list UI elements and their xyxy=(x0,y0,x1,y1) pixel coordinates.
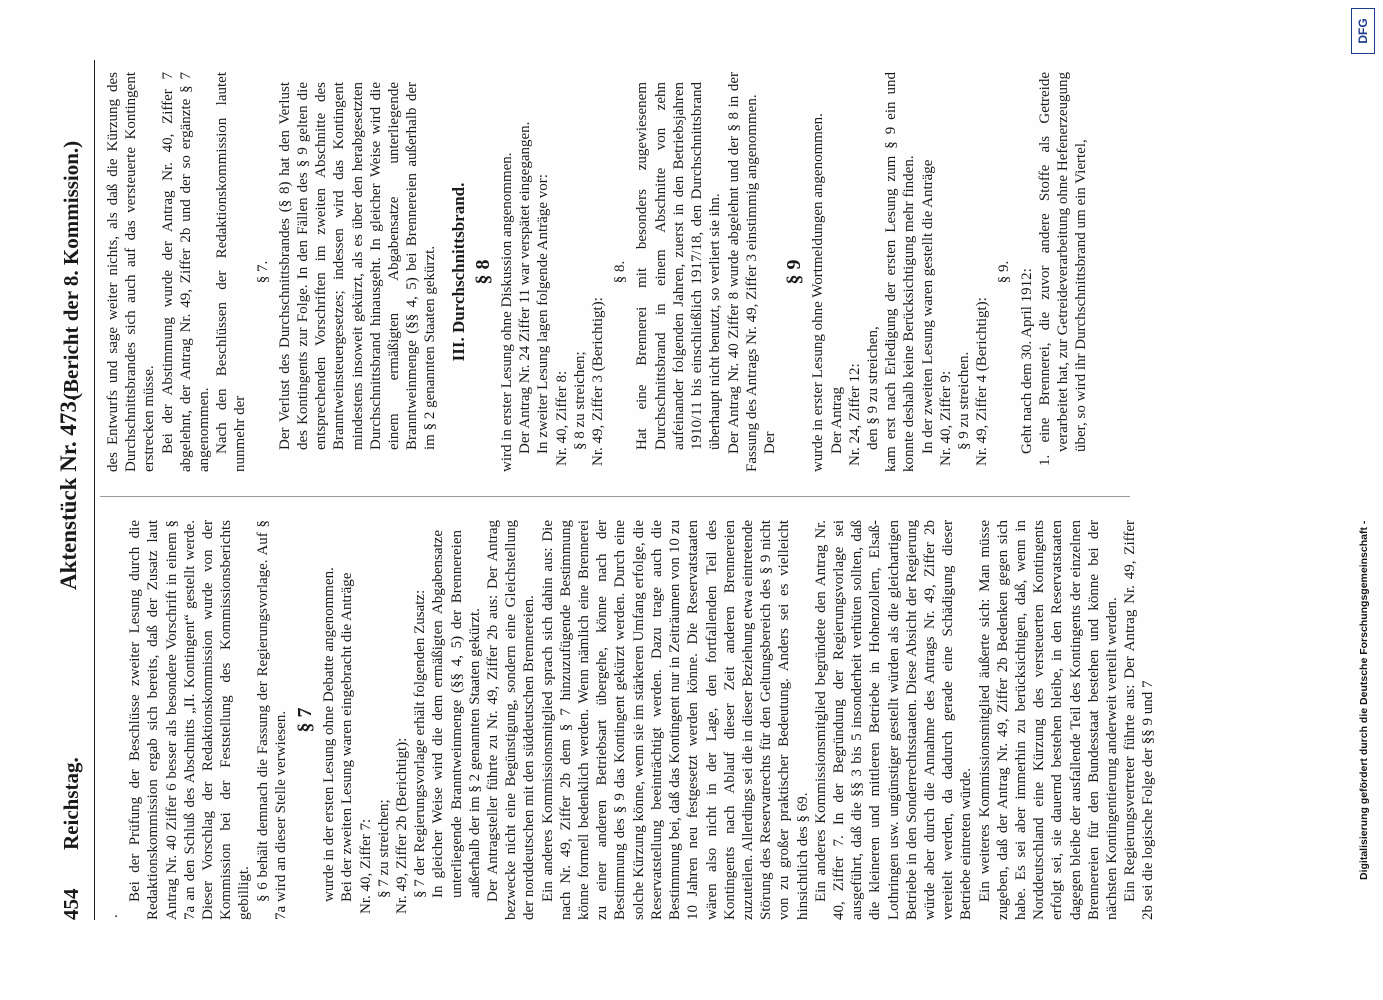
digitization-credit-strip xyxy=(1342,0,1383,1000)
section-heading: § 7 xyxy=(294,707,317,733)
paragraph: Bei der zweiten Lesung waren eingebracht die Anträge xyxy=(339,572,356,902)
paragraph: wurde in erster Lesung ohne Wortmeldungen angenommen. xyxy=(810,113,827,472)
header-title: Aktenstück Nr. 473. xyxy=(56,395,81,590)
digitization-credit-text: Digitalisierung gefördert durch die Deutsche Forschungsgemeinschaft - xyxy=(1358,520,1370,880)
paragraph: Nach den Beschlüssen der Redaktionskommission lautet nunmehr der xyxy=(214,72,249,472)
quoted-text: Der Verlust des Durchschnittsbrandes (§ 8) hat den Verlust des Kontingents zur Folge. In den Fällen des § 9 gelten die entsprechenden Vorschriften im zweiten Abschnitte des Branntweinsteuergesetzes; indessen wird das Kontingent mindestens insoweit gekürzt, als es über den herabgesetzten Durchschnittsbrand hinausgeht. In gleicher Weise wird die einem ermäßigten Abgabensatze unterliegende Branntweinmenge (§§ 4, 5) bei Brennereien außerhalb der im § 2 genannten Staaten gekürzt. xyxy=(276,82,439,450)
motion-reference: Nr. 24, Ziffer 12: xyxy=(846,363,863,466)
dfg-logo-text: DFG xyxy=(1356,18,1370,44)
header-right: (Bericht der 8. Kommission.) xyxy=(59,140,83,400)
section-number: § 7. xyxy=(254,260,271,284)
paragraph: Der xyxy=(761,431,778,454)
quoted-text: § 8 zu streichen; xyxy=(571,351,588,450)
page-header xyxy=(58,60,95,920)
paragraph: Der Antrag Nr. 40 Ziffer 8 wurde abgelehnt und der § 8 in der Fassung des Antrags Nr. 49, Ziffer 3 einstimmig angenommen. xyxy=(725,72,760,472)
paragraph: In der zweiten Lesung waren gestellt die Anträge xyxy=(919,159,936,454)
motion-reference: Nr. 40, Ziffer 8: xyxy=(553,370,570,466)
motion-reference: Nr. 40, Ziffer 7: xyxy=(357,818,374,914)
page-number: 454 xyxy=(59,888,83,920)
section-heading: § 8 xyxy=(471,259,494,285)
header-left: Reichstag. xyxy=(59,757,83,850)
quoted-text: § 7 der Regierungsvorlage erhält folgenden Zusatz: xyxy=(412,589,429,898)
numbered-item: 1. eine Brennerei, die zuvor andere Stoffe als Getreide verarbeitet hat, zur Getreideverarbeitung ohne Hefenerzeugung über, so wird ihr Durchschnittsbrand um ein Viertel, xyxy=(1036,72,1090,466)
motion-reference: Nr. 49, Ziffer 3 (Berichtigt): xyxy=(590,297,607,466)
paragraph: Der Antrag xyxy=(828,386,845,454)
paragraph: Ein anderes Kommissionsmitglied sprach sich dahin aus: Die nach Nr. 49, Ziffer 2b dem § 7 hinzuzufügende Bestimmung könne formell bedenklich werden. Wenn nämlich eine Brennerei zu einer anderen Betriebsart übergehe, könne nach der Bestimmung des § 9 das Kontingent gekürzt werden. Durch eine solche Kürzung könne, wenn sie im stärkeren Umfang erfolge, die Reservatstellung beeinträchtigt werden. Dazu trage auch die Bestimmung bei, daß das Kontingent nur in Zeiträumen von 10 zu 10 Jahren neu festgesetzt werden könne. Die Reservatstaaten wären also nicht in der Lage, den fortfallenden Teil des Kontingents nach Ablauf dieser Zeit anderen Brennereien zuzuteilen. Allerdings sei die in dieser Beziehung etwa eintretende Störung des Reservatrechts für den Geltungsbereich des § 9 nicht von zu großer praktischer Bedeutung. Anders sei es vielleicht hinsichtlich des § 69. xyxy=(539,520,811,920)
paragraph: Bei der Abstimmung wurde der Antrag Nr. 40, Ziffer 7 abgelehnt, der Antrag Nr. 49, Ziffer 2b und der so ergänzte § 7 angenommen. xyxy=(159,72,213,472)
left-column xyxy=(104,520,1158,920)
motion-reference: Nr. 49, Ziffer 4 (Berichtigt): xyxy=(974,297,991,466)
section-number: § 8. xyxy=(612,260,629,284)
paragraph: § 6 behält demnach die Fassung der Regierungsvorlage. Auf § 7a wird an dieser Stelle verwiesen. xyxy=(254,520,289,920)
section-heading: § 9 xyxy=(783,259,806,285)
paragraph: Ein weiteres Kommissionsmitglied äußerte sich: Man müsse zugeben, daß der Antrag Nr. 49, Ziffer 2b Bedenken gegen sich habe. Es sei aber immerhin zu berücksichtigen, daß, wenn in Norddeutschland eine Kürzung des versteuerten Kontingents erfolgt sei, sie dauernd bestehen bleibe, in den Reservatstaaten dagegen bleibe der ausfallende Teil des Kontingents der einzelnen Brennereien für den Bundesstaat bestehen und könne bei der nächsten Kontingentierung anderweit verteilt werden. xyxy=(976,520,1120,920)
page-mark: . xyxy=(105,914,121,918)
right-column xyxy=(104,72,1090,472)
motion-reference: Nr. 49, Ziffer 2b (Berichtigt): xyxy=(394,737,411,914)
paragraph: Bei der Prüfung der Beschlüsse zweiter Lesung durch die Redaktionskommission ergab sich bereits, daß der Zusatz laut Antrag Nr. 40 Ziffer 6 besser als besondere Vorschrift in einem § 7a an den Schluß des Abschnitts „II. Kontingent“ gestellt werde. Dieser Vorschlag der Redaktionskommission wurde von der Kommission bei der Feststellung des Kommissionsberichts gebilligt. xyxy=(127,520,253,920)
quoted-text: den § 9 zu streichen, xyxy=(864,326,881,450)
quoted-text: § 9 zu streichen. xyxy=(955,351,972,450)
motion-reference: Nr. 40, Ziffer 9: xyxy=(937,370,954,466)
paragraph: Ein anderes Kommissionsmitglied begründete den Antrag Nr. 40, Ziffer 7. In der Begründung der Regierungsvorlage sei ausgeführt, daß die §§ 3 bis 5 insonderheit verhüten sollten, daß die kleineren und mittleren Betriebe in Hohenzollern, Elsaß-Lothringen usw. ungünstiger gestellt würden als die gleichartigen Betriebe in den Sonderrechtsstaaten. Diese Absicht der Regierung würde aber durch die Annahme des Antrags Nr. 49, Ziffer 2b vereitelt werden, da dadurch gerade eine Schädigung dieser Betriebe eintreten würde. xyxy=(812,520,975,920)
paragraph: wurde in der ersten Lesung ohne Debatte angenommen. xyxy=(321,567,338,902)
paragraph: Der Antrag Nr. 24 Ziffer 11 war verspätet eingegangen. xyxy=(517,121,534,454)
paragraph: des Entwurfs und sage weiter nichts, als daß die Kürzung des Durchschnittsbrandes sich auch auf das versteuerte Kontingent erstrecken müsse. xyxy=(105,72,158,472)
paragraph: In zweiter Lesung lagen folgende Anträge vor: xyxy=(535,174,552,454)
paragraph: Der Antragsteller führte zu Nr. 49, Ziffer 2b aus: Der Antrag bezwecke nicht eine Begünstigung, sondern eine Gleichstellung der norddeutschen mit den süddeutschen Brennereien. xyxy=(485,520,538,920)
quoted-text: In gleicher Weise wird die dem ermäßigten Abgabensatze unterliegende Branntweinmenge (§§ 4, 5) der Brennereien außerhalb der im § 2 genannten Staaten gekürzt. xyxy=(430,530,483,898)
paragraph: kam erst nach Erledigung der ersten Lesung zum § 9 ein und konnte deshalb keine Berücksichtigung mehr finden. xyxy=(883,72,918,472)
paragraph: wird in erster Lesung ohne Diskussion angenommen. xyxy=(499,152,516,472)
chapter-heading: III. Durchschnittsbrand. xyxy=(448,182,468,362)
paragraph: Geht nach dem 30. April 1912: xyxy=(1018,268,1035,454)
section-number: § 9. xyxy=(996,260,1013,284)
column-divider xyxy=(100,496,1130,497)
quoted-text: § 7 zu streichen; xyxy=(375,799,392,898)
quoted-text: Hat eine Brennerei mit besonders zugewiesenem Durchschnittsbrand in einem Abschnitte von zehn aufeinander folgenden Jahren, zuerst in den Betriebsjahren 1910/11 bis einschließlich 1917/18, den Durchschnittsbrand überhaupt nicht benutzt, so verliert sie ihn. xyxy=(634,82,724,450)
paragraph: Ein Regierungsvertreter führte aus: Der Antrag Nr. 49, Ziffer 2b sei die logische Folge der §§ 9 und 7 xyxy=(1122,520,1157,920)
